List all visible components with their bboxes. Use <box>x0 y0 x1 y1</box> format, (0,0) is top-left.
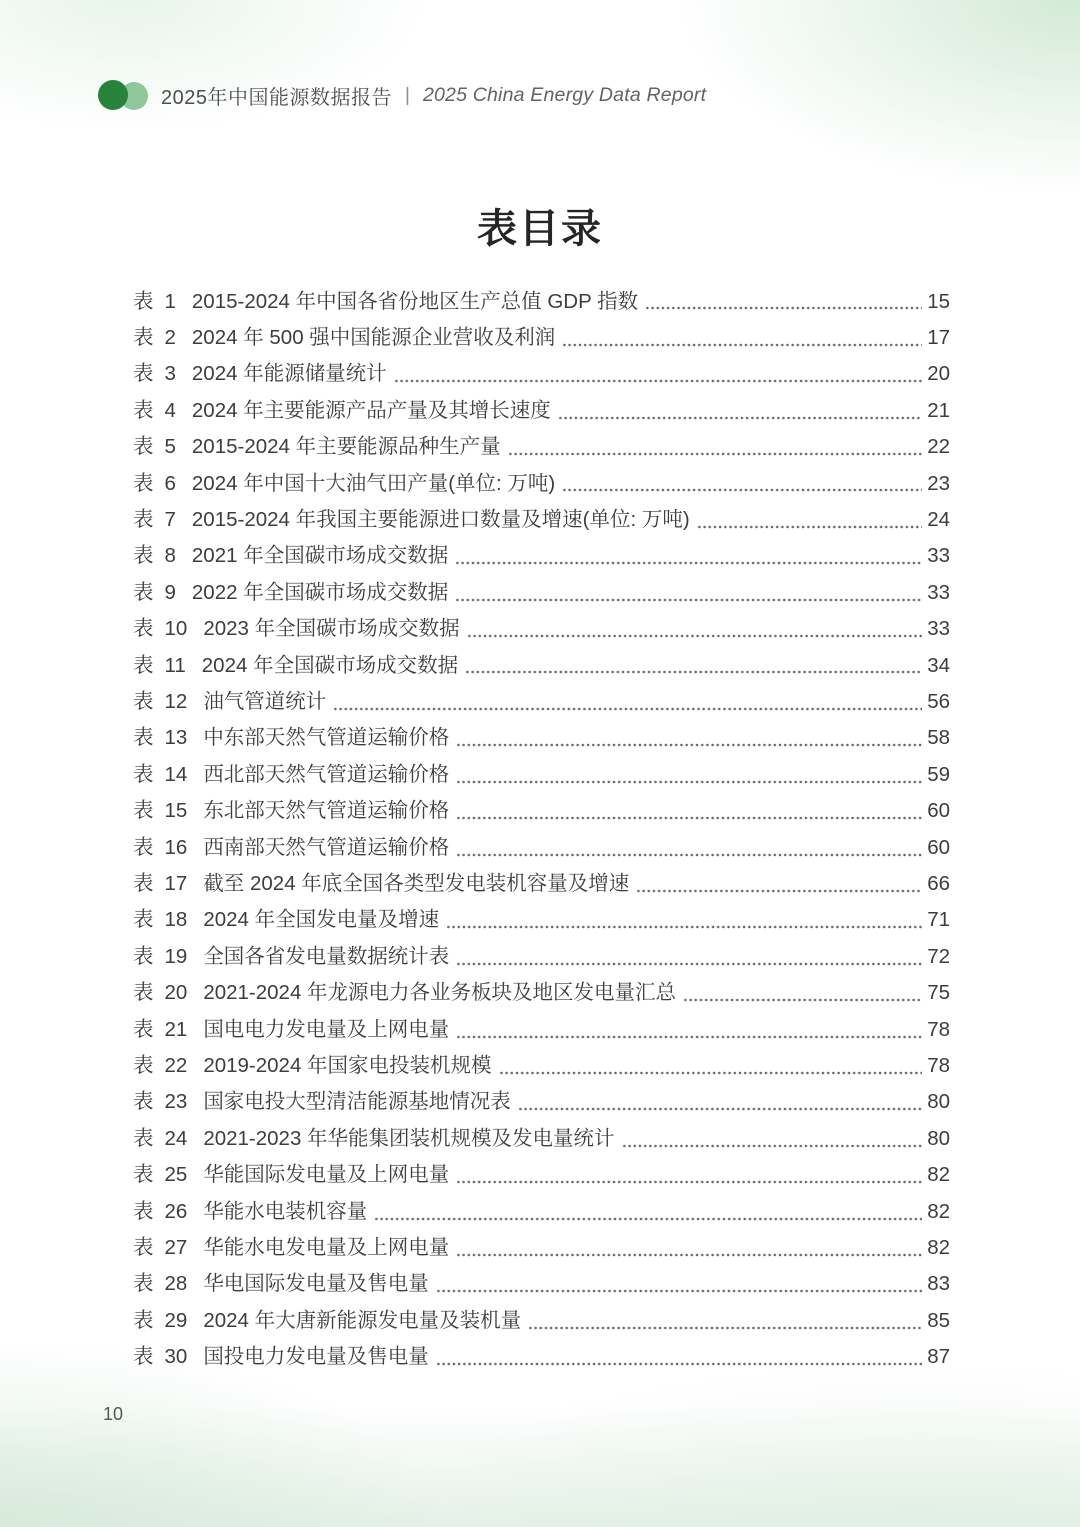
report-title-en: 2025 China Energy Data Report <box>422 84 707 106</box>
report-logo-icon <box>98 80 148 111</box>
toc-entry-number: 20 <box>164 981 188 1005</box>
toc-entry-number: 10 <box>164 617 188 641</box>
footer-page-number: 10 <box>103 1404 124 1424</box>
toc-entry-title: 国家电投大型清洁能源基地情况表 <box>203 1090 511 1114</box>
toc-entry-number: 19 <box>164 944 188 968</box>
toc-entry <box>133 683 950 719</box>
toc-entry-dot-leader <box>518 1107 922 1111</box>
toc-entry-label: 表 <box>133 1308 154 1332</box>
toc-entry-number: 12 <box>164 689 188 713</box>
toc-entry-page-number: 85 <box>927 1308 950 1332</box>
toc-entry-label: 表 <box>133 1090 154 1114</box>
toc-entry-title: 2015-2024 年我国主要能源进口数量及增速(单位: 万吨) <box>191 507 690 531</box>
toc-entry-title: 2024 年大唐新能源发电量及装机量 <box>203 1308 522 1332</box>
toc-entry-title: 2015-2024 年主要能源品种生产量 <box>191 435 501 459</box>
toc-entry-dot-leader <box>622 1144 923 1148</box>
toc-entry <box>133 1193 950 1229</box>
toc-entry-dot-leader <box>455 598 922 602</box>
toc-entry-label: 表 <box>133 1163 154 1187</box>
toc-entry <box>133 829 950 865</box>
toc-entry-dot-leader <box>636 889 922 893</box>
toc-entry-page-number: 80 <box>927 1126 950 1150</box>
report-title-zh: 2025年中国能源数据报告 <box>161 87 392 109</box>
toc-entry <box>133 283 950 319</box>
toc-entry-label: 表 <box>133 580 154 604</box>
toc-entry-title: 2024 年能源储量统计 <box>191 362 387 386</box>
toc-entry <box>133 1157 950 1193</box>
toc-entry-number: 5 <box>164 435 176 459</box>
toc-entry-dot-leader <box>436 1362 922 1366</box>
toc-entry-label: 表 <box>133 289 154 313</box>
toc-entry-number: 30 <box>164 1345 188 1369</box>
toc-entry-page-number: 56 <box>927 689 950 713</box>
toc-entry-page-number: 72 <box>927 944 950 968</box>
toc-entry-number: 8 <box>164 544 176 568</box>
toc-entry-number: 22 <box>164 1054 188 1078</box>
toc-entry-dot-leader <box>456 780 922 784</box>
toc-entry <box>133 392 950 428</box>
toc-entry-label: 表 <box>133 689 154 713</box>
toc-entry <box>133 866 950 902</box>
toc-entry-title: 华能水电发电量及上网电量 <box>203 1236 450 1260</box>
toc-entry-label: 表 <box>133 1345 154 1369</box>
toc-entry-number: 16 <box>164 835 188 859</box>
toc-entry-label: 表 <box>133 1272 154 1296</box>
toc-entry-dot-leader <box>528 1326 922 1330</box>
toc-entry <box>133 465 950 501</box>
toc-entry-page-number: 75 <box>927 981 950 1005</box>
toc-entry-label: 表 <box>133 908 154 932</box>
toc-entry-title: 2021-2023 年华能集团装机规模及发电量统计 <box>203 1126 615 1150</box>
toc-entry-label: 表 <box>133 1017 154 1041</box>
toc-entry-label: 表 <box>133 544 154 568</box>
toc-entry-page-number: 87 <box>927 1345 950 1369</box>
toc-entry-title: 华电国际发电量及售电量 <box>203 1272 429 1296</box>
toc-entry-page-number: 66 <box>927 872 950 895</box>
toc-entry-dot-leader <box>499 1071 923 1075</box>
toc-entry-title: 国投电力发电量及售电量 <box>203 1345 429 1369</box>
toc-entry-dot-leader <box>456 743 922 747</box>
header-separator: | <box>405 84 410 106</box>
toc-entry-page-number: 78 <box>927 1054 950 1078</box>
toc-entry-dot-leader <box>562 343 922 347</box>
toc-entry-page-number: 60 <box>927 835 950 859</box>
toc-entry-title: 2024 年全国发电量及增速 <box>203 908 440 932</box>
toc-entry-label: 表 <box>133 799 154 823</box>
report-header <box>98 80 706 111</box>
toc-entry-label: 表 <box>133 325 154 349</box>
toc-entry-title: 2021-2024 年龙源电力各业务板块及地区发电量汇总 <box>203 981 677 1005</box>
toc-entry <box>133 1302 950 1338</box>
toc-entry <box>133 1120 950 1156</box>
toc-entry-number: 2 <box>164 325 176 349</box>
toc-entry-label: 表 <box>133 435 154 459</box>
toc-entry-number: 9 <box>164 580 176 604</box>
toc-entry-label: 表 <box>133 1054 154 1078</box>
toc-entry-page-number: 80 <box>927 1090 950 1114</box>
toc-entry-label: 表 <box>133 726 154 750</box>
toc-entry-title: 2024 年主要能源产品产量及其增长速度 <box>191 398 551 422</box>
toc-entry-number: 28 <box>164 1272 188 1296</box>
toc-entry-label: 表 <box>133 944 154 968</box>
toc-entry-dot-leader <box>436 1289 922 1293</box>
toc-entry-number: 25 <box>164 1163 188 1187</box>
toc-entry-title: 东北部天然气管道运输价格 <box>203 799 450 823</box>
toc-entry-page-number: 23 <box>927 471 950 495</box>
toc-entry-number: 18 <box>164 908 188 932</box>
toc-entry-number: 21 <box>164 1017 188 1041</box>
toc-entry-title: 2015-2024 年中国各省份地区生产总值 GDP 指数 <box>191 289 639 313</box>
toc-entry-dot-leader <box>394 379 922 383</box>
toc-entry-number: 14 <box>164 762 188 786</box>
toc-entry-dot-leader <box>333 707 922 711</box>
toc-entry-number: 3 <box>164 362 176 386</box>
toc-entry-page-number: 82 <box>927 1163 950 1187</box>
toc-entry-title: 全国各省发电量数据统计表 <box>203 944 450 968</box>
toc-entry-label: 表 <box>133 762 154 786</box>
toc-entry-title: 西南部天然气管道运输价格 <box>203 835 450 859</box>
toc-entry-page-number: 21 <box>927 398 950 422</box>
toc-entry <box>133 1266 950 1302</box>
toc-entry-number: 4 <box>164 398 176 422</box>
toc-entry-page-number: 71 <box>927 908 950 932</box>
toc-entry <box>133 975 950 1011</box>
table-of-contents <box>133 283 950 1375</box>
toc-entry-label: 表 <box>133 981 154 1005</box>
toc-entry <box>133 902 950 938</box>
toc-entry-title: 华能水电装机容量 <box>203 1199 368 1223</box>
toc-entry-number: 24 <box>164 1126 188 1150</box>
toc-entry-dot-leader <box>465 670 922 674</box>
toc-entry-label: 表 <box>133 1199 154 1223</box>
toc-entry <box>133 1230 950 1266</box>
toc-entry-page-number: 60 <box>927 799 950 823</box>
toc-entry-page-number: 33 <box>927 544 950 568</box>
toc-entry-title: 华能国际发电量及上网电量 <box>203 1163 450 1187</box>
toc-entry-dot-leader <box>645 306 922 310</box>
toc-entry-page-number: 24 <box>927 507 950 531</box>
toc-entry <box>133 720 950 756</box>
section-title: 表目录 <box>477 207 603 251</box>
toc-entry-dot-leader <box>456 816 922 820</box>
toc-entry-title: 西北部天然气管道运输价格 <box>203 762 450 786</box>
toc-entry-dot-leader <box>697 525 923 529</box>
toc-entry-number: 29 <box>164 1308 188 1332</box>
toc-entry-number: 26 <box>164 1199 188 1223</box>
toc-entry <box>133 1084 950 1120</box>
toc-entry-number: 23 <box>164 1090 188 1114</box>
toc-entry-label: 表 <box>133 362 154 386</box>
toc-entry-label: 表 <box>133 1126 154 1150</box>
report-header-text <box>161 81 706 110</box>
toc-entry <box>133 429 950 465</box>
toc-entry-number: 15 <box>164 799 188 823</box>
toc-entry-title: 2021 年全国碳市场成交数据 <box>191 544 449 568</box>
toc-entry-page-number: 78 <box>927 1017 950 1041</box>
toc-entry <box>133 356 950 392</box>
toc-entry-page-number: 33 <box>927 617 950 641</box>
toc-entry-title: 截至 2024 年底全国各类型发电装机容量及增速 <box>203 872 630 895</box>
toc-entry-label: 表 <box>133 398 154 422</box>
toc-entry-number: 13 <box>164 726 188 750</box>
toc-entry-page-number: 82 <box>927 1236 950 1260</box>
toc-entry-page-number: 58 <box>927 726 950 750</box>
toc-entry-title: 2024 年全国碳市场成交数据 <box>201 653 459 677</box>
toc-entry-page-number: 59 <box>927 762 950 786</box>
toc-entry <box>133 611 950 647</box>
toc-entry-dot-leader <box>467 634 923 638</box>
toc-entry-dot-leader <box>446 925 922 929</box>
toc-entry-dot-leader <box>374 1217 922 1221</box>
toc-entry-number: 17 <box>164 872 188 895</box>
toc-entry-label: 表 <box>133 872 154 895</box>
toc-entry-page-number: 15 <box>927 289 950 313</box>
toc-entry-page-number: 83 <box>927 1272 950 1296</box>
toc-entry <box>133 538 950 574</box>
toc-entry-dot-leader <box>562 488 922 492</box>
toc-entry-dot-leader <box>456 1035 922 1039</box>
toc-entry <box>133 1011 950 1047</box>
toc-entry-number: 11 <box>164 653 186 677</box>
toc-entry-page-number: 22 <box>927 435 950 459</box>
toc-entry-label: 表 <box>133 835 154 859</box>
toc-entry-page-number: 33 <box>927 580 950 604</box>
toc-entry-title: 2024 年中国十大油气田产量(单位: 万吨) <box>191 471 556 495</box>
toc-entry-dot-leader <box>456 1253 922 1257</box>
toc-entry <box>133 501 950 537</box>
toc-entry-title: 油气管道统计 <box>203 689 327 713</box>
toc-entry-title: 2022 年全国碳市场成交数据 <box>191 580 449 604</box>
toc-entry-label: 表 <box>133 1236 154 1260</box>
toc-entry-page-number: 20 <box>927 362 950 386</box>
toc-entry-page-number: 34 <box>927 653 950 677</box>
toc-entry <box>133 647 950 683</box>
toc-entry <box>133 756 950 792</box>
toc-entry-number: 6 <box>164 471 176 495</box>
toc-entry-title: 中东部天然气管道运输价格 <box>203 726 450 750</box>
toc-entry <box>133 1048 950 1084</box>
toc-entry-dot-leader <box>558 416 922 420</box>
toc-entry-title: 2023 年全国碳市场成交数据 <box>203 617 460 641</box>
toc-entry-number: 7 <box>164 507 176 531</box>
toc-entry-title: 国电电力发电量及上网电量 <box>203 1017 450 1041</box>
toc-entry-label: 表 <box>133 507 154 531</box>
toc-entry <box>133 319 950 355</box>
toc-entry-title: 2019-2024 年国家电投装机规模 <box>203 1054 492 1078</box>
toc-entry-dot-leader <box>683 998 922 1002</box>
toc-entry-dot-leader <box>456 853 922 857</box>
toc-entry-label: 表 <box>133 471 154 495</box>
toc-entry-dot-leader <box>456 1180 922 1184</box>
toc-entry-page-number: 17 <box>927 325 950 349</box>
logo-dark-circle-icon <box>98 80 128 110</box>
toc-entry <box>133 938 950 974</box>
toc-entry-dot-leader <box>455 561 922 565</box>
toc-entry <box>133 574 950 610</box>
toc-entry-page-number: 82 <box>927 1199 950 1223</box>
toc-entry <box>133 1339 950 1375</box>
toc-entry-label: 表 <box>133 653 154 677</box>
toc-entry-label: 表 <box>133 617 154 641</box>
toc-entry <box>133 793 950 829</box>
toc-entry-number: 27 <box>164 1236 188 1260</box>
toc-entry-number: 1 <box>164 289 176 313</box>
toc-entry-dot-leader <box>508 452 923 456</box>
toc-entry-dot-leader <box>456 962 922 966</box>
toc-entry-title: 2024 年 500 强中国能源企业营收及利润 <box>191 325 556 349</box>
